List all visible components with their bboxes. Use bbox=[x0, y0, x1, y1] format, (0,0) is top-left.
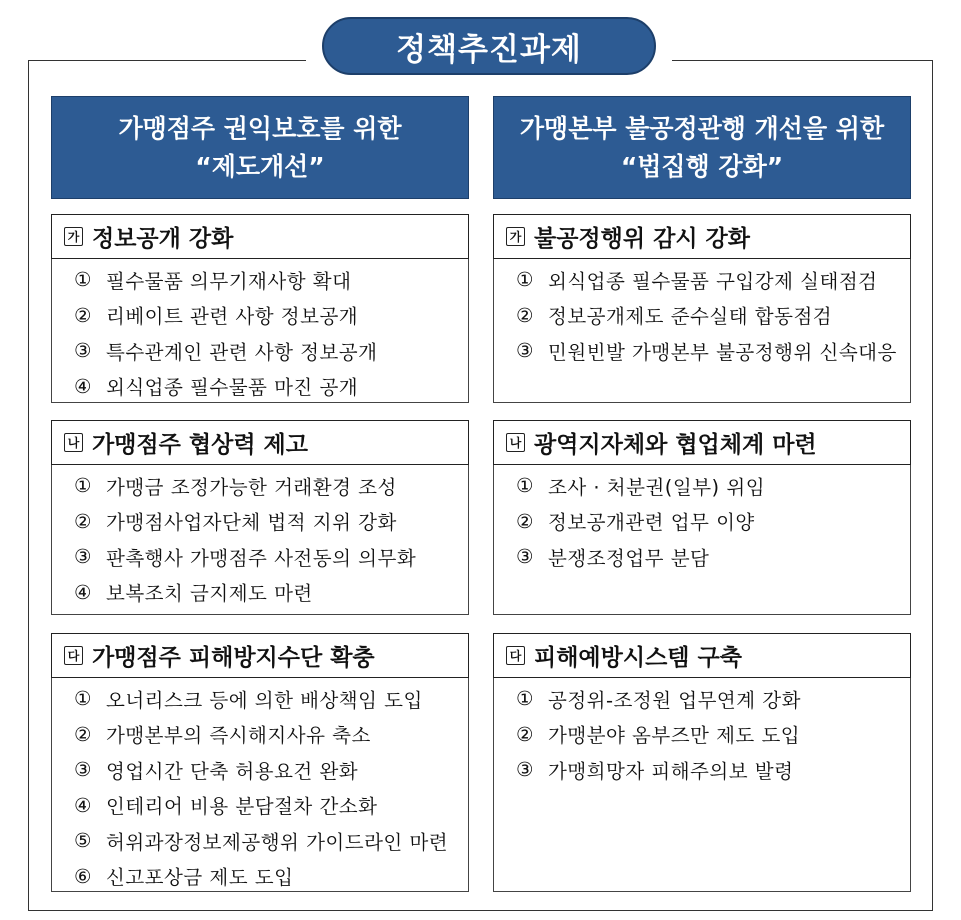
badge-da-icon: 다 bbox=[64, 646, 83, 665]
list-item: ② 가맹점사업자단체 법적 지위 강화 bbox=[74, 509, 397, 535]
right-column-header bbox=[493, 96, 911, 199]
list-item: ④ 외식업종 필수물품 마진 공개 bbox=[74, 374, 359, 400]
list-item: ② 정보공개제도 준수실태 합동점검 bbox=[516, 303, 833, 329]
right-header-line2: “법집행 강화” bbox=[620, 151, 784, 181]
left-section-3-body bbox=[51, 676, 469, 892]
badge-da-icon: 다 bbox=[506, 646, 525, 665]
list-item: ③ 분쟁조정업무 분담 bbox=[516, 545, 710, 570]
right-section-2-header bbox=[493, 420, 911, 465]
list-item: ④ 보복조치 금지제도 마련 bbox=[74, 580, 313, 606]
list-item: ⑤ 허위과장정보제공행위 가이드라인 마련 bbox=[74, 829, 449, 854]
list-item: ③ 민원빈발 가맹본부 불공정행위 신속대응 bbox=[516, 339, 897, 364]
list-item: ② 가맹분야 옴부즈만 제도 도입 bbox=[516, 722, 801, 748]
page-title: 정책추진과제 bbox=[322, 17, 656, 75]
left-section-2-title: 가맹점주 협상력 제고 bbox=[92, 432, 308, 458]
badge-na-icon: 나 bbox=[506, 433, 525, 452]
right-section-1-header bbox=[493, 214, 911, 259]
badge-na-icon: 나 bbox=[64, 433, 83, 452]
right-section-3-title: 피해예방시스템 구축 bbox=[534, 645, 742, 671]
left-header-line1: 가맹점주 권익보호를 위한 bbox=[118, 113, 402, 143]
list-item: ③ 특수관계인 관련 사항 정보공개 bbox=[74, 339, 378, 364]
list-item: ④ 인테리어 비용 분담절차 간소화 bbox=[74, 793, 378, 819]
left-section-3-header bbox=[51, 633, 469, 678]
list-item: ③ 판촉행사 가맹점주 사전동의 의무화 bbox=[74, 545, 417, 570]
list-item: ① 공정위-조정원 업무연계 강화 bbox=[516, 687, 801, 712]
left-section-3-title: 가맹점주 피해방지수단 확충 bbox=[92, 645, 375, 671]
badge-ga-icon: 가 bbox=[506, 227, 525, 246]
left-column-header bbox=[51, 96, 469, 199]
list-item: ② 정보공개관련 업무 이양 bbox=[516, 509, 755, 535]
left-section-2-header bbox=[51, 420, 469, 465]
right-section-3-body bbox=[493, 676, 911, 892]
left-section-1-header bbox=[51, 214, 469, 259]
list-item: ① 오너리스크 등에 의한 배상책임 도입 bbox=[74, 687, 423, 712]
right-section-2-title: 광역지자체와 협업체계 마련 bbox=[534, 432, 817, 458]
left-section-1-title: 정보공개 강화 bbox=[92, 226, 234, 252]
list-item: ① 외식업종 필수물품 구입강제 실태점검 bbox=[516, 268, 878, 293]
list-item: ⑥ 신고포상금 제도 도입 bbox=[74, 864, 294, 890]
left-header-line2: “제도개선” bbox=[195, 151, 325, 181]
left-section-2-body bbox=[51, 463, 469, 615]
list-item: ② 리베이트 관련 사항 정보공개 bbox=[74, 303, 359, 329]
right-section-1-title: 불공정행위 감시 강화 bbox=[534, 226, 750, 252]
list-item: ③ 영업시간 단축 허용요건 완화 bbox=[74, 758, 359, 783]
list-item: ① 필수물품 의무기재사항 확대 bbox=[74, 268, 352, 293]
list-item: ② 가맹본부의 즉시해지사유 축소 bbox=[74, 722, 371, 748]
right-section-1-body bbox=[493, 257, 911, 403]
list-item: ① 조사 · 처분권(일부) 위임 bbox=[516, 474, 766, 499]
list-item: ① 가맹금 조정가능한 거래환경 조성 bbox=[74, 474, 397, 499]
list-item: ③ 가맹희망자 피해주의보 발령 bbox=[516, 758, 794, 783]
right-section-2-body bbox=[493, 463, 911, 615]
right-header-line1: 가맹본부 불공정관행 개선을 위한 bbox=[519, 113, 885, 143]
right-section-3-header bbox=[493, 633, 911, 678]
badge-ga-icon: 가 bbox=[64, 227, 83, 246]
left-section-1-body bbox=[51, 257, 469, 403]
